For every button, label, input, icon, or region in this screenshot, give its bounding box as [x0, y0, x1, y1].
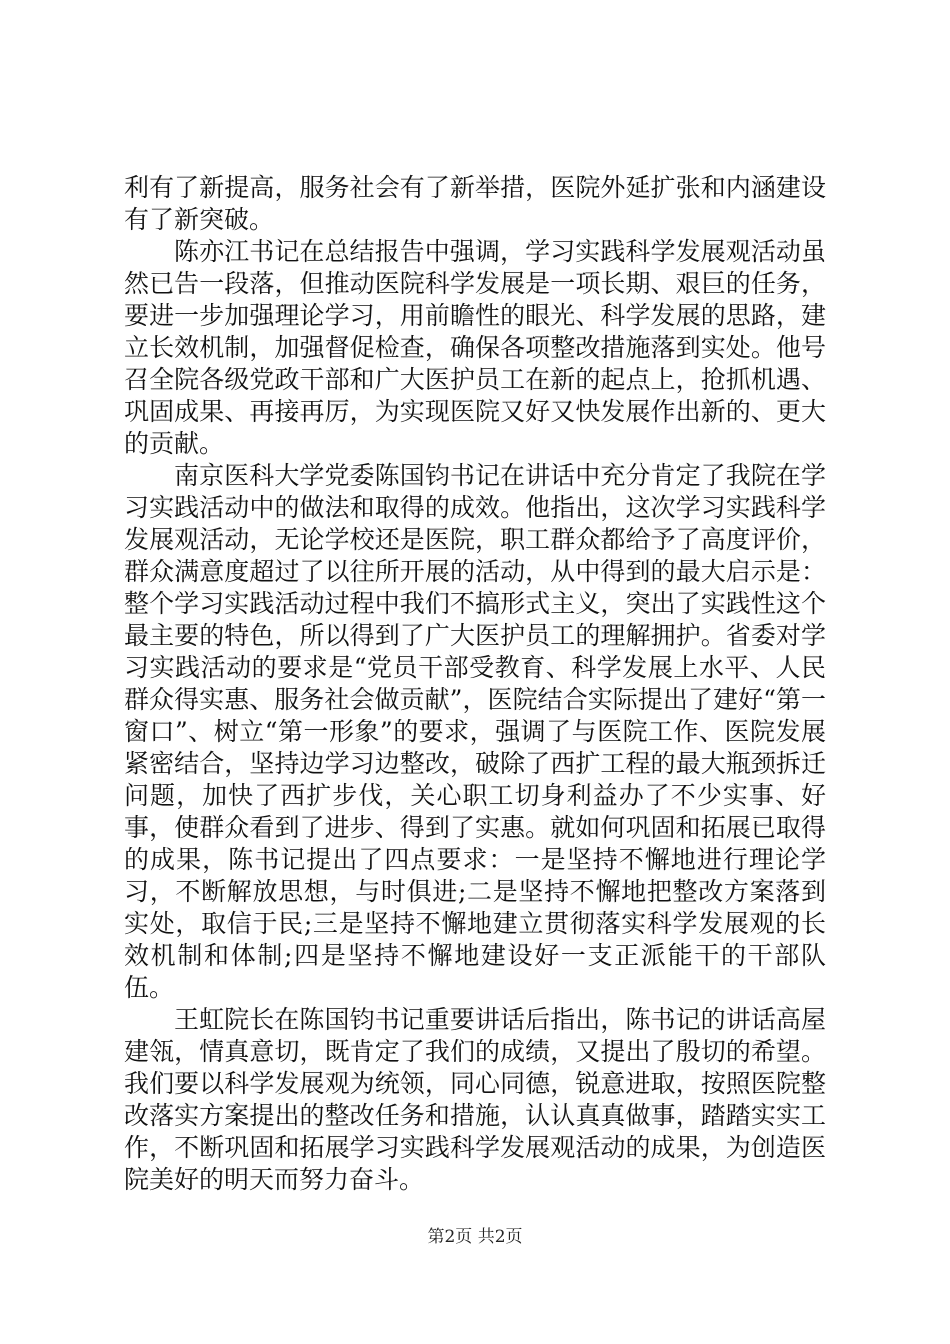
document-body	[124, 172, 826, 1196]
page-number-footer: 第2页 共2页	[427, 1227, 523, 1247]
paragraph-chen-yijiang-report: 陈亦江书记在总结报告中强调，学习实践科学发展观活动虽然已告一段落，但推动医院科学发展是一项长期、艰巨的任务，要进一步加强理论学习，用前瞻性的眼光、科学发展的思路，建立长效机制，加强督促检查，确保各项整改措施落到实处。他号召全院各级党政干部和广大医护员工在新的起点上，抢抓机遇、巩固成果、再接再厉，为实现医院又好又快发展作出新的、更大的贡献。	[124, 237, 826, 458]
paragraph-chen-guojun-speech: 南京医科大学党委陈国钧书记在讲话中充分肯定了我院在学习实践活动中的做法和取得的成效。他指出，这次学习实践科学发展观活动，无论学校还是医院，职工群众都给予了高度评价，群众满意度超过了以往所开展的活动，从中得到的最大启示是：整个学习实践活动过程中我们不搞形式主义，突出了实践性这个最主要的特色，所以得到了广大医护员工的理解拥护。省委对学习实践活动的要求是“党员干部受教育、科学发展上水平、人民群众得实惠、服务社会做贡献”，医院结合实际提出了建好“第一窗口”、树立“第一形象”的要求，强调了与医院工作、医院发展紧密结合，坚持边学习边整改，破除了西扩工程的最大瓶颈拆迁问题，加快了西扩步伐，关心职工切身利益办了不少实事、好事，使群众看到了进步、得到了实惠。就如何巩固和拓展已取得的成果，陈书记提出了四点要求：一是坚持不懈地进行理论学习，不断解放思想，与时俱进;二是坚持不懈地把整改方案落到实处，取信于民;三是坚持不懈地建立贯彻落实科学发展观的长效机制和体制;四是坚持不懈地建设好一支正派能干的干部队伍。	[124, 461, 826, 1002]
paragraph-wang-hong-remarks: 王虹院长在陈国钧书记重要讲话后指出，陈书记的讲话高屋建瓴，情真意切，既肯定了我们的成绩，又提出了殷切的希望。我们要以科学发展观为统领，同心同德，锐意进取，按照医院整改落实方案提出的整改任务和措施，认认真真做事，踏踏实实工作，不断巩固和拓展学习实践科学发展观活动的成果，为创造医院美好的明天而努力奋斗。	[124, 1005, 826, 1194]
paragraph-continuation: 利有了新提高，服务社会有了新举措，医院外延扩张和内涵建设有了新突破。	[124, 173, 826, 234]
